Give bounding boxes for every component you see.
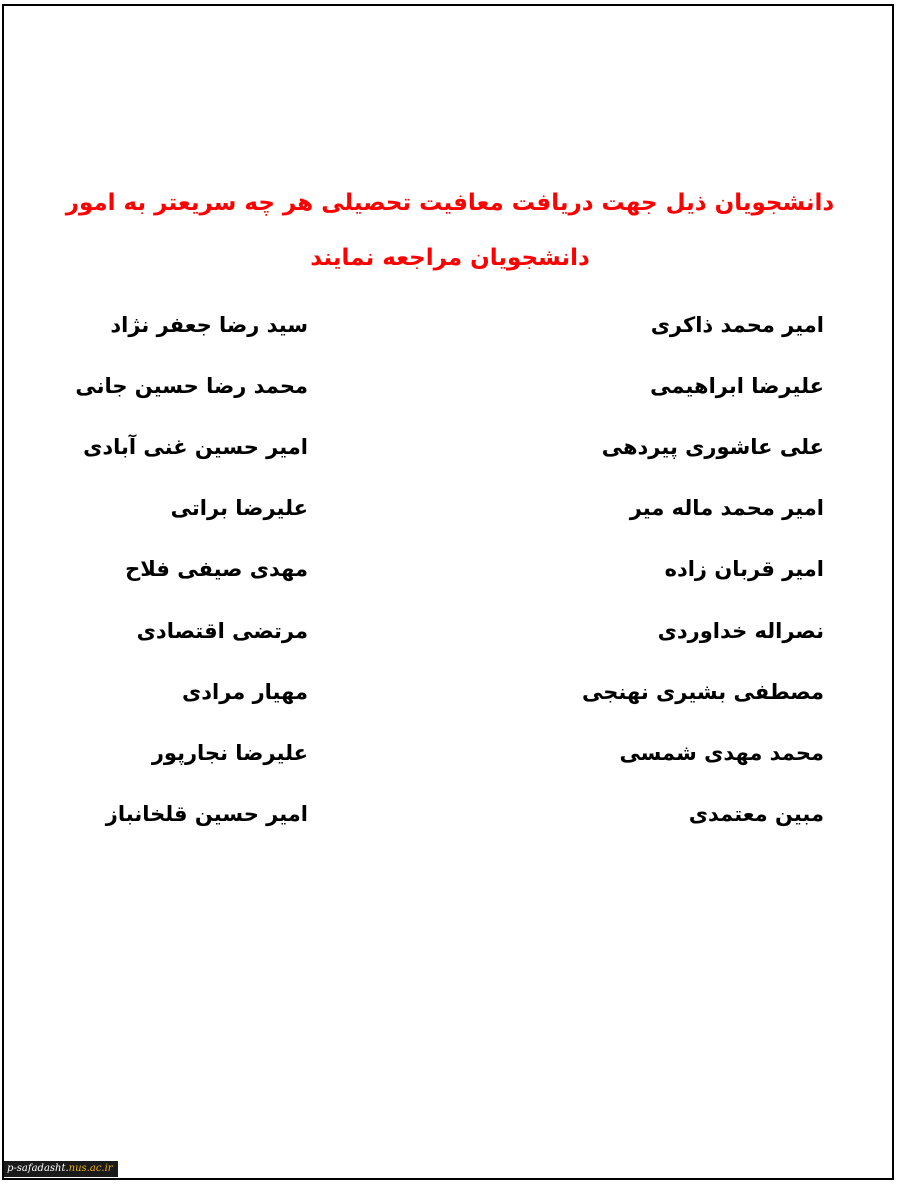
watermark-prefix: p-safadasht. xyxy=(7,1163,69,1174)
student-name: مبین معتمدی xyxy=(688,802,824,826)
student-name: امیر محمد ماله میر xyxy=(629,496,824,520)
page-border xyxy=(2,4,894,1180)
student-name: مهیار مرادی xyxy=(181,680,308,704)
student-name: علی عاشوری پیردهی xyxy=(601,435,824,459)
student-name: امیر حسین غنی آبادی xyxy=(83,435,308,459)
notice-heading-line-1: دانشجویان ذیل جهت دریافت معافیت تحصیلی هر چه سریعتر به امور xyxy=(65,190,835,216)
student-name: محمد رضا حسین جانی xyxy=(75,374,308,398)
notice-heading-line-2: دانشجویان مراجعه نمایند xyxy=(310,245,590,271)
student-name: مرتضی اقتصادی xyxy=(136,619,308,643)
student-name: امیر حسین قلخانباز xyxy=(105,802,308,826)
student-name: سید رضا جعفر نژاد xyxy=(110,313,308,337)
watermark-domain: nus.ac.ir xyxy=(68,1163,113,1174)
student-name: مصطفی بشیری نهنجی xyxy=(582,680,824,704)
student-name: نصراله خداوردی xyxy=(657,619,824,643)
student-name: امیر قربان زاده xyxy=(664,557,824,581)
student-name: علیرضا نجارپور xyxy=(151,741,308,765)
student-name: علیرضا ابراهیمی xyxy=(650,374,824,398)
student-name: مهدی صیفی فلاح xyxy=(125,557,308,581)
student-name: علیرضا براتی xyxy=(170,496,308,520)
student-name: محمد مهدی شمسی xyxy=(619,741,824,765)
site-watermark xyxy=(4,1161,118,1177)
student-name: امیر محمد ذاکری xyxy=(650,313,824,337)
